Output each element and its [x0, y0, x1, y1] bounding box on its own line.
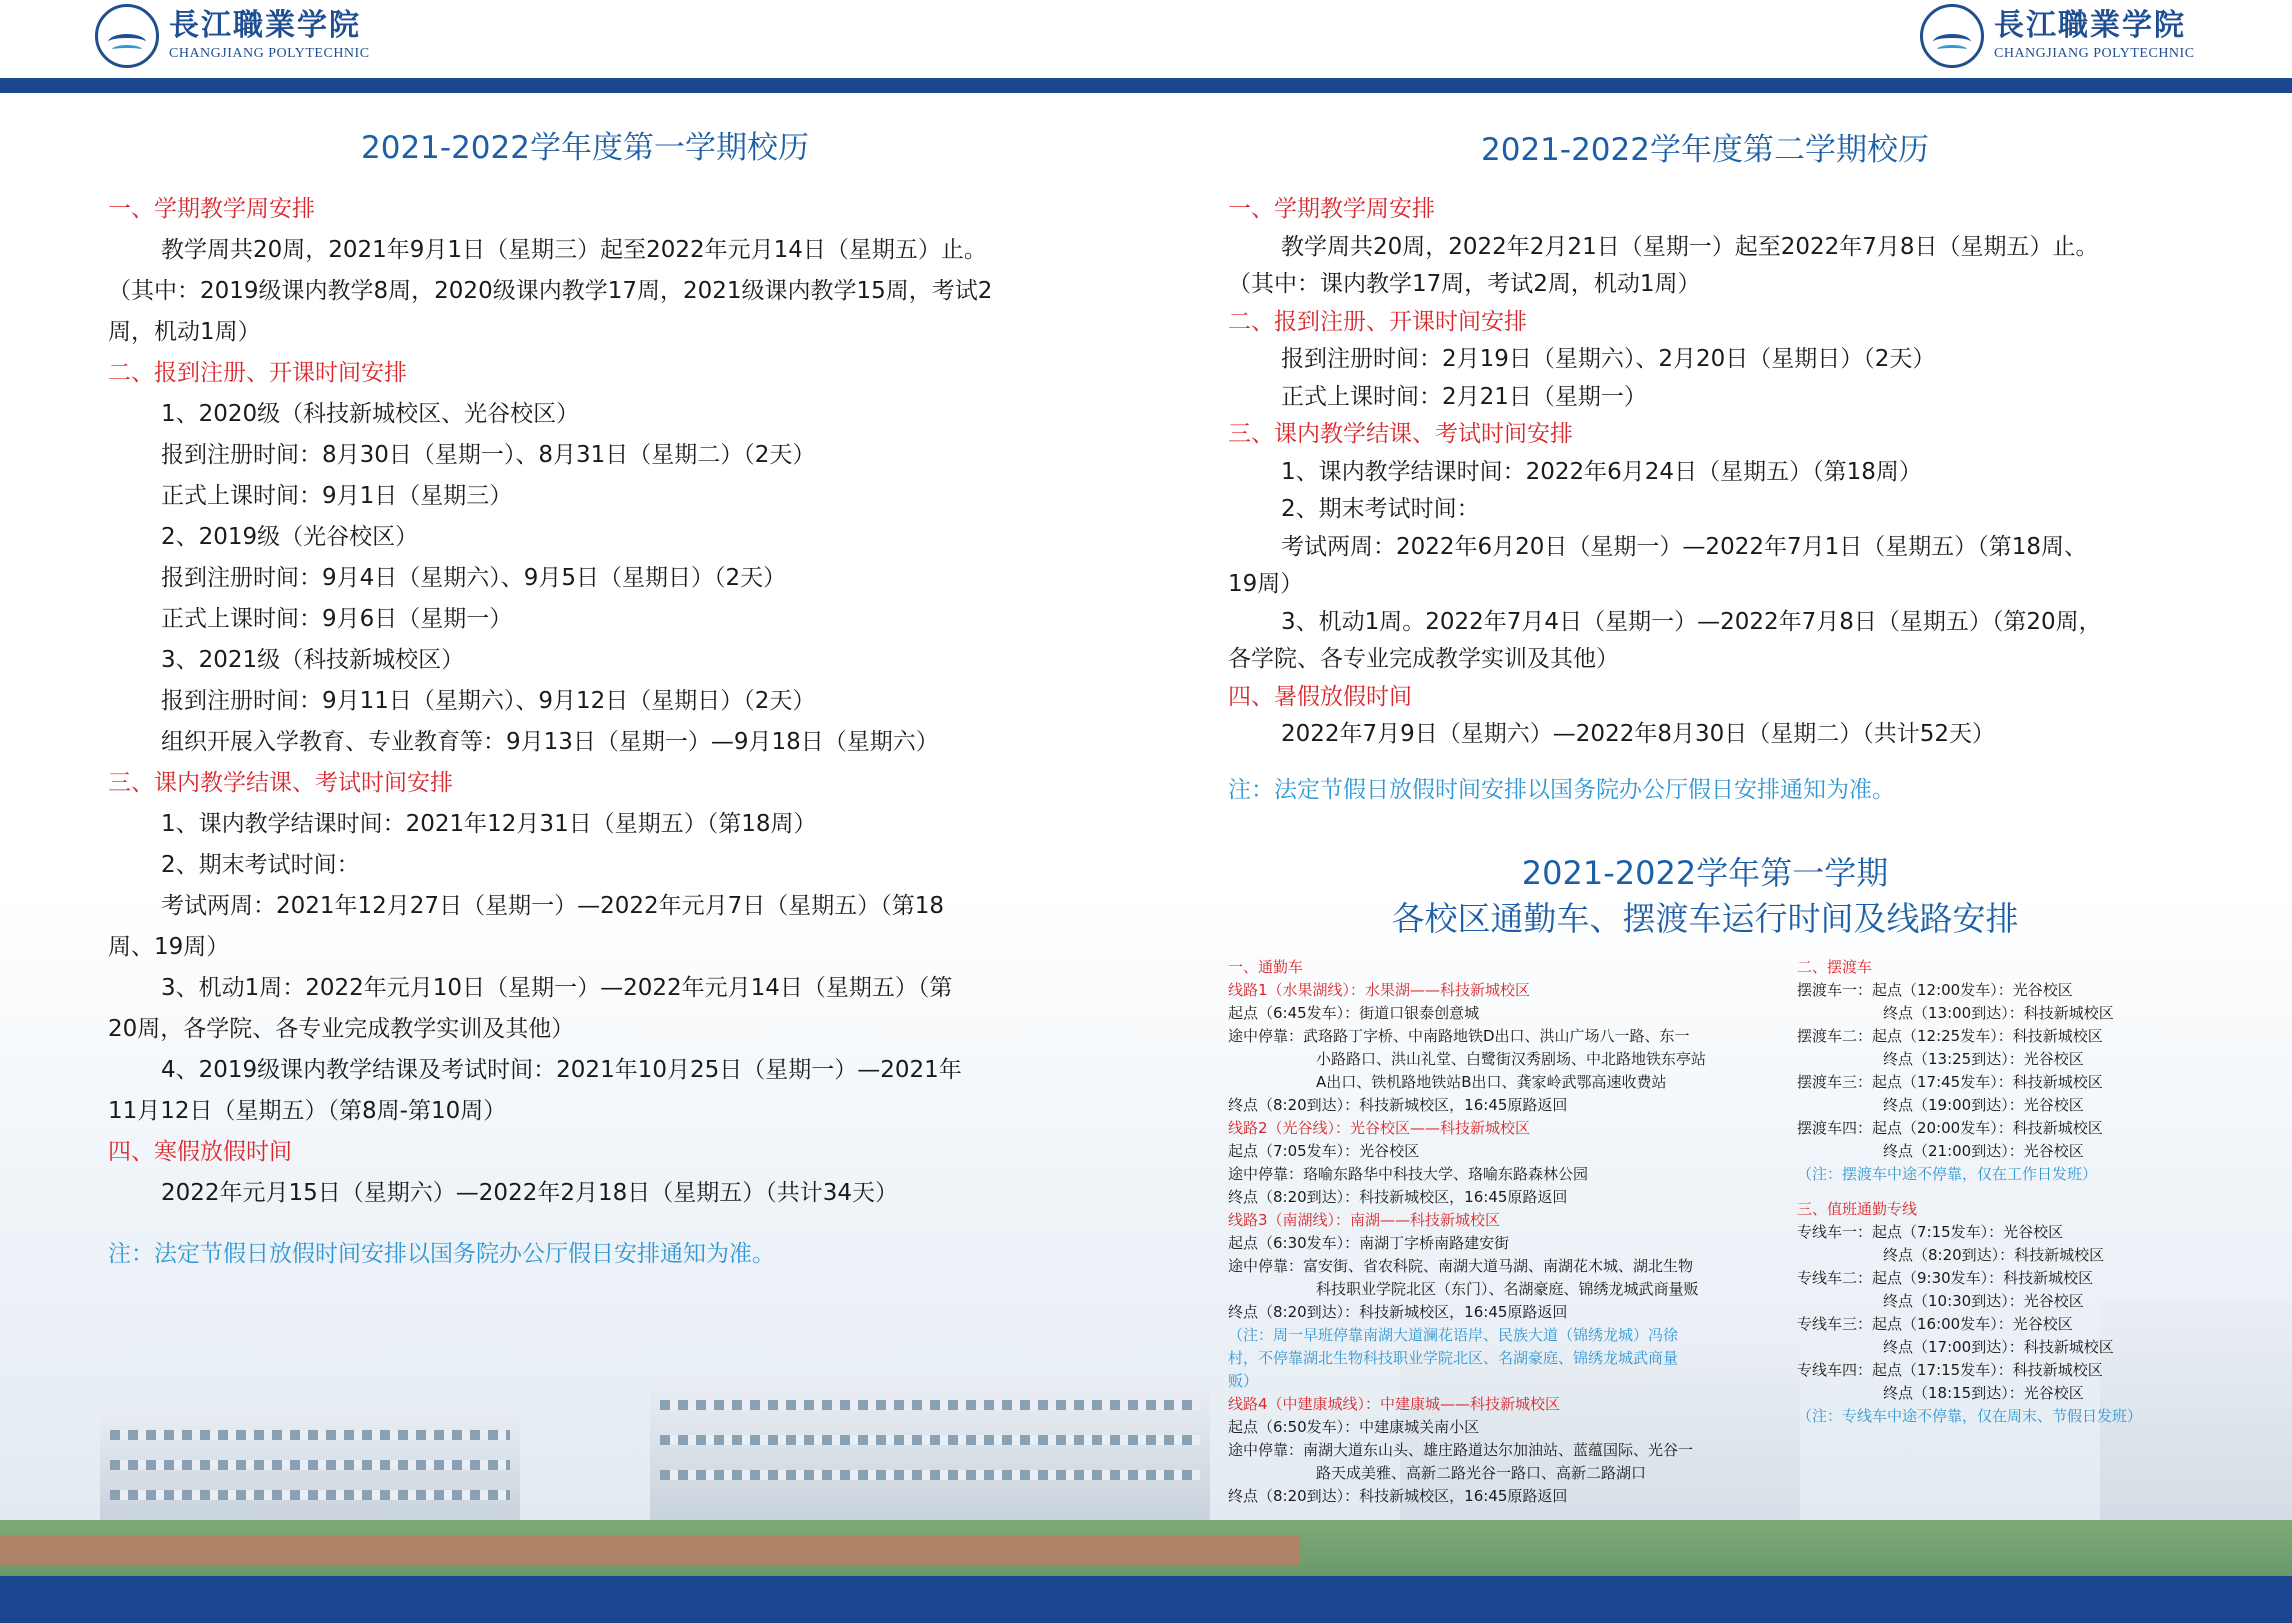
text-line: 2022年7月9日（星期六）—2022年8月30日（星期二）（共计52天） [1281, 721, 1995, 747]
note: （注：摆渡车中途不停靠，仅在工作日发班） [1797, 1165, 2098, 1183]
text-line: 终点（8:20到达）：科技新城校区，16:45原路返回 [1228, 1487, 1568, 1505]
text-line: 终点（21:00到达）：光谷校区 [1883, 1142, 2084, 1160]
text-line: 正式上课时间：9月1日（星期三） [161, 483, 513, 509]
text-line: 正式上课时间：9月6日（星期一） [161, 606, 513, 632]
section-heading: 四、寒假放假时间 [108, 1139, 292, 1165]
route-heading: 线路2（光谷线）：光谷校区——科技新城校区 [1228, 1119, 1531, 1137]
section-heading: 一、通勤车 [1228, 958, 1304, 976]
text-line: 2、2019级（光谷校区） [161, 524, 419, 550]
text-line: 11月12日（星期五）（第8周-第10周） [108, 1098, 507, 1124]
text-line: 周、19周） [108, 934, 230, 960]
brand-name-cn: 長江職業学院 [1994, 8, 2186, 43]
text-line: 正式上课时间：2月21日（星期一） [1281, 383, 1647, 410]
text-line: 专线车一：起点（7:15发车）：光谷校区 [1797, 1223, 2064, 1241]
brand-name-en: CHANGJIANG POLYTECHNIC [169, 46, 370, 61]
text-line: 专线车二：起点（9:30发车）：科技新城校区 [1797, 1269, 2094, 1287]
text-line: 2、期末考试时间： [161, 852, 360, 878]
page-title-right: 2021-2022学年度第二学期校历 [1481, 132, 1929, 168]
text-line: 专线车三：起点（16:00发车）：光谷校区 [1797, 1315, 2073, 1333]
text-line: 终点（8:20到达）：科技新城校区，16:45原路返回 [1228, 1096, 1568, 1114]
note: 村，不停靠湖北生物科技职业学院北区、名湖豪庭、锦绣龙城武商量 [1228, 1349, 1679, 1367]
text-line: 4、2019级课内教学结课及考试时间：2021年10月25日（星期一）—2021年 [161, 1057, 962, 1083]
text-line: 终点（13:00到达）：科技新城校区 [1883, 1004, 2114, 1022]
text-line: 终点（19:00到达）：光谷校区 [1883, 1096, 2084, 1114]
text-line: 各学院、各专业完成教学实训及其他） [1228, 646, 1619, 672]
text-line: 报到注册时间：8月30日（星期一）、8月31日（星期二）（2天） [161, 442, 816, 468]
text-line: 终点（10:30到达）：光谷校区 [1883, 1292, 2084, 1310]
text-line: 摆渡车四：起点（20:00发车）：科技新城校区 [1797, 1119, 2103, 1137]
note: 注：法定节假日放假时间安排以国务院办公厅假日安排通知为准。 [108, 1241, 775, 1267]
text-line: （其中：2019级课内教学8周，2020级课内教学17周，2021级课内教学15周，考试2 [108, 278, 993, 304]
section-heading: 二、报到注册、开课时间安排 [1228, 308, 1527, 335]
brand-name-cn: 長江職業学院 [169, 8, 361, 43]
commute-bus-schedule [1228, 956, 1788, 1508]
footer-bar [0, 1576, 2292, 1623]
text-line: 20周，各学院、各专业完成教学实训及其他） [108, 1016, 575, 1042]
text-line: 路天成美雅、高新二路光谷一路口、高新二路湖口 [1316, 1464, 1647, 1482]
text-line: 19周） [1228, 571, 1304, 597]
text-line: 途中停靠：武珞路丁字桥、中南路地铁D出口、洪山广场八一路、东一 [1228, 1027, 1690, 1045]
text-line: 小路路口、洪山礼堂、白鹭街汉秀剧场、中北路地铁东亭站 [1316, 1050, 1707, 1068]
college-emblem-icon [1920, 4, 1984, 68]
text-line: （其中：课内教学17周，考试2周，机动1周） [1228, 271, 1701, 297]
bus-title-1: 2021-2022学年第一学期 [1521, 854, 1889, 892]
college-emblem-icon [95, 4, 159, 68]
text-line: 摆渡车一：起点（12:00发车）：光谷校区 [1797, 981, 2073, 999]
text-line: 途中停靠：珞喻东路华中科技大学、珞喻东路森林公园 [1228, 1165, 1589, 1183]
text-line: 3、机动1周：2022年元月10日（星期一）—2022年元月14日（星期五）（第 [161, 975, 953, 1001]
logo-right [1920, 0, 2195, 72]
text-line: 终点（13:25到达）：光谷校区 [1883, 1050, 2084, 1068]
bus-title-2: 各校区通勤车、摆渡车运行时间及线路安排 [1391, 899, 2019, 938]
section-heading: 二、摆渡车 [1797, 958, 1873, 976]
semester2-calendar [1228, 191, 2228, 809]
text-line: 起点（7:05发车）：光谷校区 [1228, 1142, 1420, 1160]
text-line: 2022年元月15日（星期六）—2022年2月18日（星期五）（共计34天） [161, 1180, 898, 1206]
text-line: 2、期末考试时间： [1281, 496, 1480, 522]
text-line: 摆渡车二：起点（12:25发车）：科技新城校区 [1797, 1027, 2103, 1045]
text-line: 报到注册时间：9月11日（星期六）、9月12日（星期日）（2天） [161, 688, 816, 714]
text-line: 考试两周：2022年6月20日（星期一）—2022年7月1日（星期五）（第18周、 [1281, 533, 2087, 560]
note: （注：专线车中途不停靠，仅在周末、节假日发班） [1797, 1407, 2143, 1425]
text-line: 起点（6:50发车）：中建康城关南小区 [1228, 1418, 1480, 1436]
text-line: 报到注册时间：2月19日（星期六）、2月20日（星期日）（2天） [1281, 346, 1936, 372]
text-line: 1、课内教学结课时间：2021年12月31日（星期五）（第18周） [161, 811, 817, 837]
route-heading: 线路1（水果湖线）：水果湖——科技新城校区 [1228, 981, 1531, 999]
page-title-left: 2021-2022学年度第一学期校历 [361, 130, 809, 166]
note: 注：法定节假日放假时间安排以国务院办公厅假日安排通知为准。 [1228, 776, 1895, 803]
text-line: 终点（18:15到达）：光谷校区 [1883, 1384, 2084, 1402]
note: （注：周一早班停靠南湖大道澜花语岸、民族大道（锦绣龙城）冯徐 [1228, 1326, 1679, 1344]
text-line: 终点（8:20到达）：科技新城校区，16:45原路返回 [1228, 1188, 1568, 1206]
text-line: 3、机动1周。2022年7月4日（星期一）—2022年7月8日（星期五）（第20周， [1281, 608, 2102, 635]
text-line: 途中停靠：富安街、省农科院、南湖大道马湖、南湖花木城、湖北生物 [1228, 1257, 1694, 1275]
text-line: 报到注册时间：9月4日（星期六）、9月5日（星期日）（2天） [161, 565, 787, 591]
text-line: A出口、铁机路地铁站B出口、龚家岭武鄂高速收费站 [1316, 1073, 1667, 1091]
text-line: 终点（8:20到达）：科技新城校区 [1883, 1246, 2105, 1264]
section-heading: 二、报到注册、开课时间安排 [108, 360, 407, 386]
note: 贩） [1228, 1372, 1259, 1390]
section-heading: 一、学期教学周安排 [1228, 196, 1435, 222]
text-line: 起点（6:45发车）：街道口银泰创意城 [1228, 1004, 1480, 1022]
text-line: 终点（8:20到达）：科技新城校区，16:45原路返回 [1228, 1303, 1568, 1321]
text-line: 考试两周：2021年12月27日（星期一）—2022年元月7日（星期五）（第18 [161, 893, 944, 919]
route-heading: 线路4（中建康城线）：中建康城——科技新城校区 [1228, 1395, 1561, 1413]
header-bar [0, 78, 2292, 93]
text-line: 1、课内教学结课时间：2022年6月24日（星期五）（第18周） [1281, 458, 1922, 485]
text-line: 教学周共20周，2021年9月1日（星期三）起至2022年元月14日（星期五）止。 [161, 237, 987, 263]
text-line: 摆渡车三：起点（17:45发车）：科技新城校区 [1797, 1073, 2103, 1091]
text-line: 终点（17:00到达）：科技新城校区 [1883, 1338, 2114, 1356]
text-line: 组织开展入学教育、专业教育等：9月13日（星期一）—9月18日（星期六） [161, 729, 939, 755]
text-line: 周，机动1周） [108, 319, 261, 345]
section-heading: 三、课内教学结课、考试时间安排 [1228, 421, 1573, 447]
text-line: 3、2021级（科技新城校区） [161, 647, 465, 673]
text-line: 起点（6:30发车）：南湖丁字桥南路建安街 [1228, 1234, 1510, 1252]
route-heading: 线路3（南湖线）：南湖——科技新城校区 [1228, 1211, 1501, 1229]
section-heading: 四、暑假放假时间 [1228, 683, 1412, 710]
text-line: 1、2020级（科技新城校区、光谷校区） [161, 401, 580, 427]
text-line: 途中停靠：南湖大道东山头、雄庄路道达尔加油站、蓝蕴国际、光谷一 [1228, 1441, 1694, 1459]
section-heading: 一、学期教学周安排 [108, 196, 315, 222]
text-line: 专线车四：起点（17:15发车）：科技新城校区 [1797, 1361, 2103, 1379]
section-heading: 三、值班通勤专线 [1797, 1200, 1918, 1218]
section-heading: 三、课内教学结课、考试时间安排 [108, 770, 453, 796]
text-line: 科技职业学院北区（东门）、名湖豪庭、锦绣龙城武商量贩 [1316, 1280, 1699, 1298]
text-line: 教学周共20周，2022年2月21日（星期一）起至2022年7月8日（星期五）止。 [1281, 233, 2099, 260]
logo-left [95, 0, 370, 72]
brand-name-en: CHANGJIANG POLYTECHNIC [1994, 46, 2195, 61]
semester1-calendar [108, 189, 1088, 1275]
shuttle-bus-schedule [1797, 956, 2217, 1428]
